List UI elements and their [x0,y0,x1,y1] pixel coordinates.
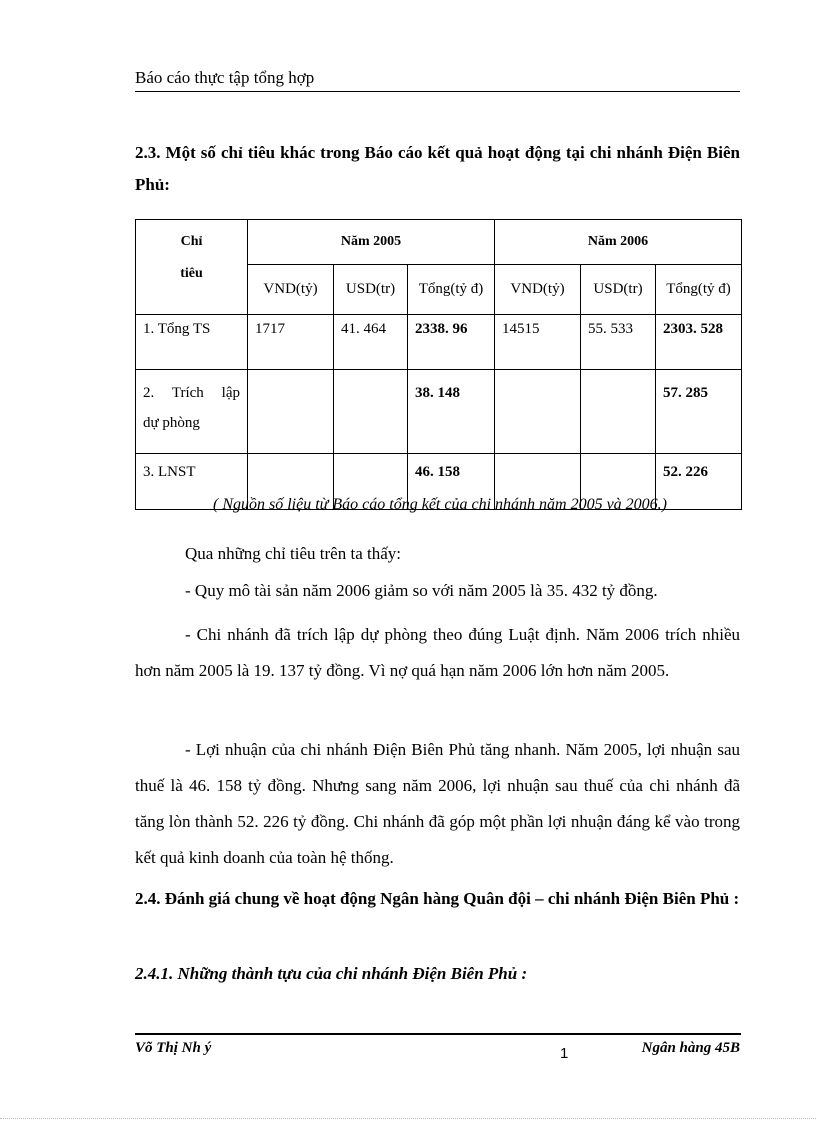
table-cell: 41. 464 [334,315,408,370]
page-number: 1 [560,1045,569,1062]
table-cell: 14515 [495,315,581,370]
indicator-label-line2: tiêu [180,266,203,281]
page-edge-divider [0,1118,816,1119]
table-row [136,315,742,370]
indicators-table [135,219,742,510]
unit-header: VND(tỷ) [248,265,334,315]
row-label [136,370,248,454]
unit-header: Tổng(tỷ đ) [408,265,495,315]
page-header: Báo cáo thực tập tổng hợp [135,68,740,92]
unit-header: Tổng(tỷ đ) [656,265,742,315]
table-cell: 52. 226 [656,454,742,510]
table-source-note: ( Nguồn số liệu từ Báo cáo tổng kết của chi nhánh năm 2005 và 2006.) [213,496,667,513]
table-header-year-2006: Năm 2006 [495,220,742,265]
table-row [136,370,742,454]
unit-header: USD(tr) [334,265,408,315]
row-label-line2: dự phòng [143,415,200,431]
table-cell: 55. 533 [581,315,656,370]
paragraph-intro: Qua những chỉ tiêu trên ta thấy: [185,544,401,563]
table-cell [334,370,408,454]
row-label: 3. LNST [136,454,248,510]
table-cell [495,370,581,454]
table-cell: 46. 158 [408,454,495,510]
section-heading-2-4-1: 2.4.1. Những thành tựu của chi nhánh Điện Biên Phủ : [135,964,528,983]
table-cell: 1717 [248,315,334,370]
table-cell [248,370,334,454]
indicator-label-line1: Chỉ [180,234,203,249]
row-label-line1: 2. Trích lập [143,385,240,401]
paragraph-assets: - Quy mô tài sản năm 2006 giảm so với năm 2005 là 35. 432 tỷ đồng. [185,581,658,600]
table-cell: 2303. 528 [656,315,742,370]
table-header-year-2005: Năm 2005 [248,220,495,265]
table-cell: 38. 148 [408,370,495,454]
section-heading-2-3: 2.3. Một số chỉ tiêu khác trong Báo cáo kết quả hoạt động tại chi nhánh Điện Biên Phủ: [135,143,740,194]
section-heading-2-4: 2.4. Đánh giá chung về hoạt động Ngân hàng Quân đội – chi nhánh Điện Biên Phủ : [135,889,740,908]
footer-author: Võ Thị Nh ý [135,1040,212,1056]
table-header-indicator [136,220,248,315]
unit-header: USD(tr) [581,265,656,315]
paragraph-profit: - Lợi nhuận của chi nhánh Điện Biên Phủ tăng nhanh. Năm 2005, lợi nhuận sau thuế là 46. 158 tỷ đồng. Nhưng sang năm 2006, lợi nhuận sau thuế của chi nhánh đã tăng lòn thành 52. 226 tỷ đồng. Chi nhánh đã góp một phần lợi nhuận đáng kể vào trong kết quả kinh doanh của toàn hệ thống. [135,740,740,867]
paragraph-provisions: - Chi nhánh đã trích lập dự phòng theo đúng Luật định. Năm 2006 trích nhiều hơn năm 2005 là 19. 137 tỷ đồng. Vì nợ quá hạn năm 2006 lớn hơn năm 2005. [135,625,740,680]
row-label: 1. Tổng TS [136,315,248,370]
footer-divider [135,1033,741,1035]
table-cell: 2338. 96 [408,315,495,370]
footer-class: Ngân hàng 45B [641,1040,740,1056]
table-cell [581,370,656,454]
table-cell: 57. 285 [656,370,742,454]
unit-header: VND(tỷ) [495,265,581,315]
